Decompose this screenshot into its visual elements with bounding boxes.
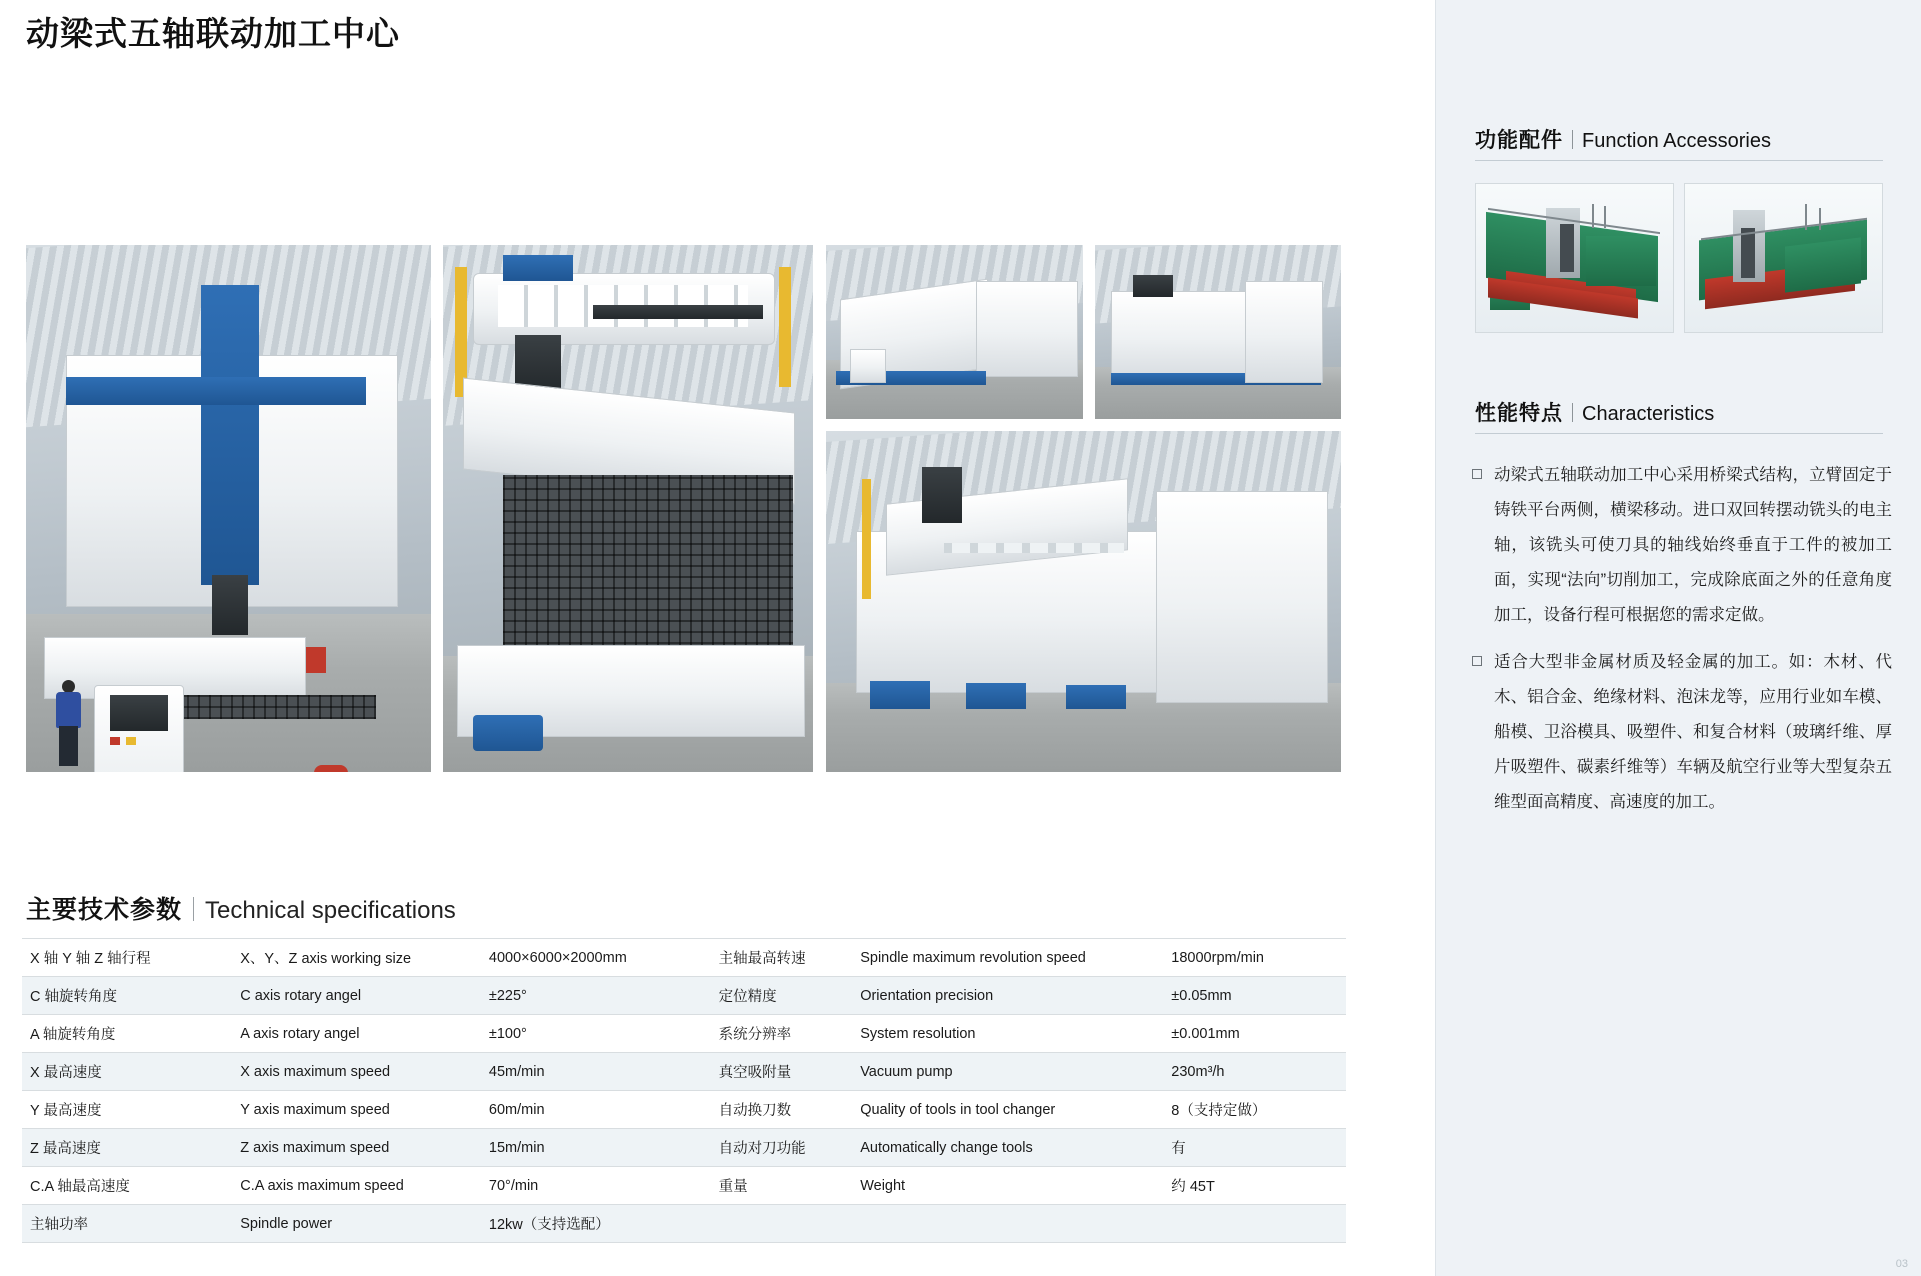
- tech-specs-table: [22, 938, 1346, 1243]
- heading-divider: [193, 897, 194, 921]
- table-row: [22, 1205, 1346, 1243]
- sidebar: [1435, 0, 1921, 1276]
- cell-value2: 约 45T: [1163, 1167, 1346, 1205]
- cell-value: 60m/min: [481, 1091, 711, 1129]
- list-item-text: 动梁式五轴联动加工中心采用桥梁式结构，立臂固定于铸铁平台两侧，横梁移动。进口双回转摆动铣头的电主轴，该铣头可使刀具的轴线始终垂直于工件的被加工面，实现“法向”切削加工，完成除底面之外的任意角度加工，设备行程可根据您的需求定做。: [1494, 466, 1892, 624]
- cell-value: 4000×6000×2000mm: [481, 939, 711, 977]
- cell-label2-en: Automatically change tools: [852, 1129, 1163, 1167]
- accessory-render-2: [1684, 183, 1883, 333]
- cell-label-cn: Y 最高速度: [22, 1091, 232, 1129]
- square-bullet-icon: [1472, 656, 1482, 666]
- photo-machine-frame-right: [1095, 245, 1341, 419]
- cell-label2-en: System resolution: [852, 1015, 1163, 1053]
- cell-label2-cn: 自动换刀数: [711, 1091, 853, 1129]
- cell-value2: 230m³/h: [1163, 1053, 1346, 1091]
- table-row: [22, 1091, 1346, 1129]
- cell-label2-cn: 定位精度: [711, 977, 853, 1015]
- table-row: [22, 1053, 1346, 1091]
- cell-label2-en: Spindle maximum revolution speed: [852, 939, 1163, 977]
- cell-label2-cn: 系统分辨率: [711, 1015, 853, 1053]
- cell-value: 12kw（支持选配）: [481, 1205, 711, 1243]
- cell-label-en: X axis maximum speed: [232, 1053, 481, 1091]
- characteristics-heading-cn: 性能特点: [1475, 402, 1563, 425]
- cell-label-en: A axis rotary angel: [232, 1015, 481, 1053]
- table-row: [22, 1129, 1346, 1167]
- cell-value2: [1163, 1205, 1346, 1243]
- list-item: [1472, 458, 1892, 633]
- cell-label-en: C.A axis maximum speed: [232, 1167, 481, 1205]
- cell-label2-cn: 主轴最高转速: [711, 939, 853, 977]
- table-row: [22, 939, 1346, 977]
- photo-machine-operator: [26, 245, 431, 772]
- cell-label2-en: Orientation precision: [852, 977, 1163, 1015]
- cell-label-en: X、Y、Z axis working size: [232, 939, 481, 977]
- cell-value: ±225°: [481, 977, 711, 1015]
- table-row: [22, 977, 1346, 1015]
- characteristics-list: [1472, 458, 1892, 832]
- cell-label-cn: C 轴旋转角度: [22, 977, 232, 1015]
- photo-large-enclosure-machine: [826, 431, 1341, 772]
- cell-label-en: Z axis maximum speed: [232, 1129, 481, 1167]
- cell-value2: 有: [1163, 1129, 1346, 1167]
- cell-value2: 18000rpm/min: [1163, 939, 1346, 977]
- heading-divider: [1572, 403, 1573, 422]
- cell-value2: ±0.001mm: [1163, 1015, 1346, 1053]
- cell-value: 15m/min: [481, 1129, 711, 1167]
- cell-label2-cn: 真空吸附量: [711, 1053, 853, 1091]
- heading-divider: [1572, 130, 1573, 149]
- page-number: 03: [1895, 1258, 1908, 1270]
- cell-label-en: Y axis maximum speed: [232, 1091, 481, 1129]
- accessory-render-1: [1475, 183, 1674, 333]
- cell-label2-en: Vacuum pump: [852, 1053, 1163, 1091]
- table-row: [22, 1167, 1346, 1205]
- cell-value: 45m/min: [481, 1053, 711, 1091]
- cell-value2: 8（支持定做）: [1163, 1091, 1346, 1129]
- cell-label-en: Spindle power: [232, 1205, 481, 1243]
- cell-label2-en: [852, 1205, 1163, 1243]
- square-bullet-icon: [1472, 469, 1482, 479]
- cell-value: 70°/min: [481, 1167, 711, 1205]
- characteristics-heading-en: Characteristics: [1582, 403, 1715, 425]
- page-title: 动梁式五轴联动加工中心: [26, 15, 400, 52]
- cell-value2: ±0.05mm: [1163, 977, 1346, 1015]
- cell-label2-en: Weight: [852, 1167, 1163, 1205]
- cell-label-cn: X 轴 Y 轴 Z 轴行程: [22, 939, 232, 977]
- cell-label2-en: Quality of tools in tool changer: [852, 1091, 1163, 1129]
- tech-specs-heading: [26, 890, 456, 926]
- cell-value: ±100°: [481, 1015, 711, 1053]
- section-divider: [1475, 160, 1883, 161]
- accessory-render-row: [1475, 183, 1883, 331]
- photo-machine-frame-left: [826, 245, 1083, 419]
- cell-label-cn: C.A 轴最高速度: [22, 1167, 232, 1205]
- cell-label2-cn: 自动对刀功能: [711, 1129, 853, 1167]
- photo-gantry-beam: [443, 245, 813, 772]
- tech-specs-heading-en: Technical specifications: [205, 897, 456, 924]
- cell-label-cn: A 轴旋转角度: [22, 1015, 232, 1053]
- cell-label-cn: Z 最高速度: [22, 1129, 232, 1167]
- list-item: [1472, 645, 1892, 820]
- cell-label2-cn: 重量: [711, 1167, 853, 1205]
- cell-label-cn: 主轴功率: [22, 1205, 232, 1243]
- list-item-text: 适合大型非金属材质及轻金属的加工。如：木材、代木、铝合金、绝缘材料、泡沫龙等，应用行业如车模、船模、卫浴模具、吸塑件、和复合材料（玻璃纤维、厚片吸塑件、碳素纤维等）车辆及航空行业等大型复杂五维型面高精度、高速度的加工。: [1494, 653, 1892, 811]
- photo-gallery: [26, 245, 1341, 775]
- function-accessories-heading: [1475, 124, 1771, 154]
- function-accessories-heading-en: Function Accessories: [1582, 130, 1771, 152]
- function-accessories-heading-cn: 功能配件: [1475, 129, 1563, 152]
- cell-label-cn: X 最高速度: [22, 1053, 232, 1091]
- table-row: [22, 1015, 1346, 1053]
- cell-label-en: C axis rotary angel: [232, 977, 481, 1015]
- section-divider: [1475, 433, 1883, 434]
- characteristics-heading: [1475, 397, 1714, 427]
- cell-label2-cn: [711, 1205, 853, 1243]
- tech-specs-heading-cn: 主要技术参数: [26, 896, 183, 924]
